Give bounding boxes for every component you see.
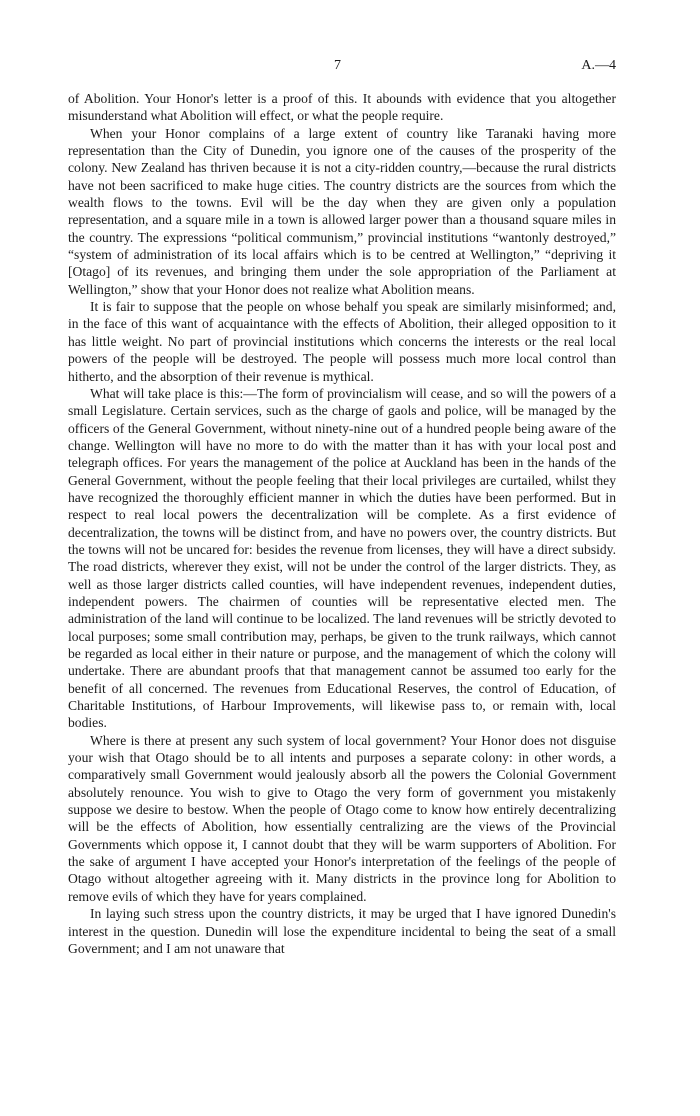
- page-number: 7: [334, 58, 341, 73]
- document-reference: A.—4: [581, 58, 616, 73]
- paragraph: Where is there at present any such system of local government? Your Honor does not disguise your wish that Otago should be to all intents and purposes a separate colony: in other words, a comparatively small Government would jealously absorb all the powers the Colonial Government absolutely renounce. You wish to give to Otago the very form of government you mistakenly suppose we desire to bestow. When the people of Otago come to know how entirely decentralizing will be the effects of Abolition, how essentially centralizing are the views of the Provincial Governments which oppose it, I cannot doubt that they will be warm supporters of Abolition. For the sake of argument I have accepted your Honor's interpretation of the feelings of the people of Otago without altogether agreeing with it. Many districts in the province long for Abolition to remove evils of which they have for years complained.: [68, 732, 616, 904]
- paragraph: In laying such stress upon the country districts, it may be urged that I have ignored Dunedin's interest in the question. Dunedin will lose the expenditure incidental to being the seat of a small Government; and I am not unaware that: [68, 906, 616, 956]
- body-text: [68, 90, 616, 957]
- paragraph: When your Honor complains of a large extent of country like Taranaki having more representation than the City of Dunedin, you ignore one of the causes of the prosperity of the colony. New Zealand has thriven because it is not a city-ridden country,—because the rural districts have not been sacrificed to make huge cities. The country districts are the sources from which the wealth flows to the towns. Evil will be the day when they are given only a population representation, and a square mile in a town is allowed larger power than a thousand square miles in the country. The expressions “political communism,” provincial institutions “wantonly destroyed,” “system of administration of its local affairs which is to be centred at Wellington,” “depriving it [Otago] of its revenues, and bringing them under the sole appropriation of the Parliament at Wellington,” show that your Honor does not realize what Abolition means.: [68, 125, 616, 297]
- paragraph: What will take place is this:—The form of provincialism will cease, and so will the powers of a small Legislature. Certain services, such as the charge of gaols and police, will be managed by the officers of the General Government, without ninety-nine out of a hundred people being aware of the change. Wellington will have no more to do with the matter than it has with your local post and telegraph offices. For years the management of the police at Auckland has been in the hands of the General Government, without the people feeling that their local privileges are curtailed, whilst they have recognized the thoroughly efficient manner in which the duties have been performed. But in respect to real local powers the decentralization will be complete. As a first evidence of decentralization, the towns will be distinct from, and have no powers over, the country districts. But the towns will not be uncared for: besides the revenue from licenses, they will have a direct subsidy. The road districts, wherever they exist, will not be under the control of the larger districts. They, as well as those larger districts called counties, will have independent revenues, independent duties, independent powers. The chairmen of counties will be representative elected men. The administration of the land will continue to be localized. The land revenues will be strictly devoted to local purposes; some small contribution may, perhaps, be given to the trunk railways, which cannot be regarded as local either in their nature or purpose, and the management of which the colony will undertake. There are abundant proofs that that management cannot be assumed too early for the benefit of all concerned. The revenues from Educational Reserves, the control of Education, of Charitable Institutions, of Harbour Improvements, will likewise pass to, or remain with, local bodies.: [68, 385, 616, 731]
- running-head: [68, 58, 616, 82]
- paragraph: It is fair to suppose that the people on whose behalf you speak are similarly misinformed; and, in the face of this want of acquaintance with the effects of Abolition, their alleged opposition to it has little weight. No part of provincial institutions which concerns the interests or the real local powers of the people will be destroyed. The people will possess much more local control than hitherto, and the absorption of their revenue is mythical.: [68, 299, 616, 384]
- document-page: [68, 58, 616, 957]
- paragraph: of Abolition. Your Honor's letter is a proof of this. It abounds with evidence that you altogether misunderstand what Abolition will effect, or what the people require.: [68, 91, 616, 124]
